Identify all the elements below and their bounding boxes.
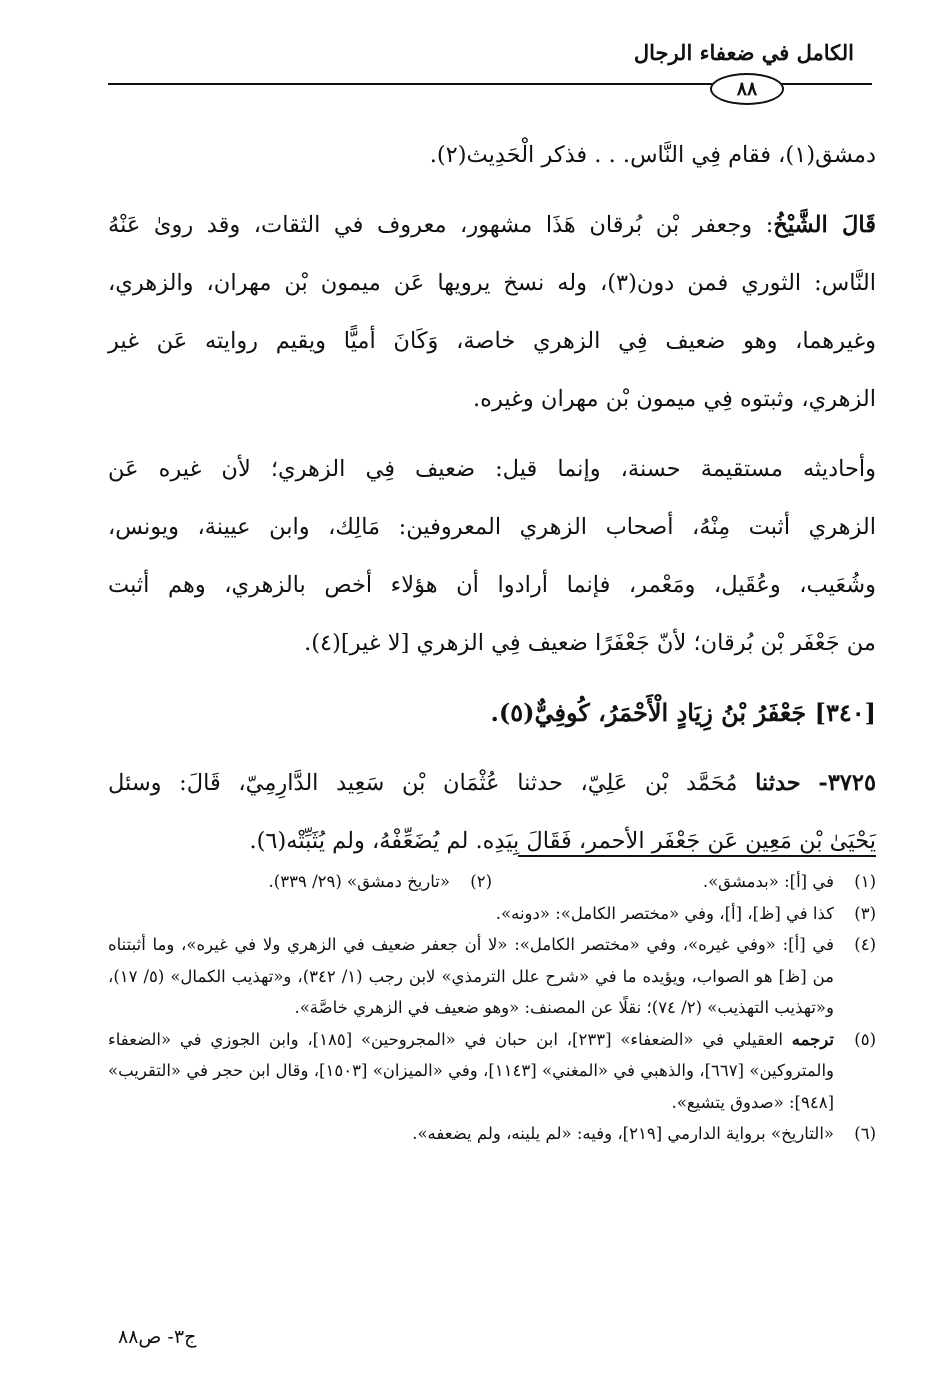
text-line [108, 196, 876, 254]
footnote-number: (٦) [854, 1124, 876, 1143]
text-segment: : وجعفر بْن بُرقان هَذَا مشهور، معروف في الثقات، وقد روىٰ عَنْهُ [108, 212, 774, 238]
narrator-heading: [٣٤٠] جَعْفَرُ بْنُ زِيَادٍ الْأَحْمَرُ، كُوفِيٌّ(٥). [490, 698, 876, 727]
footnote-number: (٤) [854, 935, 876, 954]
footnote-text: العقيلي في «الضعفاء» [٢٣٣]، ابن حبان في «المجروحين» [١٨٥]، وابن الجوزي في «الضعفاء والمتروكين» [٦٦٧]، والذهبي في «المغني» [١١٤٣]، وفي «الميزان» [١٥٠٣]، وقال ابن حجر في «التقريب» [٩٤٨]: «صدوق يتشيع». [108, 1029, 835, 1112]
footnote-number: (٣) [854, 903, 876, 923]
footnote-text: في [أ]: «بدمشق». [702, 872, 834, 891]
text-segment: مُحَمَّد بْن عَلِيّ، حدثنا عُثْمَان بْن سَعِيد الدَّارِمِيّ، قَالَ: وسئل [108, 770, 738, 796]
footnote-number: (٢) [470, 872, 492, 891]
page-number-oval: ٨٨ [710, 73, 784, 105]
footnote-text-container [108, 1024, 834, 1119]
text-line [108, 754, 876, 812]
text-line: الزهري أثبت مِنْهُ، أصحاب الزهري المعروفين: مَالِك، وابن عيينة، ويونس، [108, 514, 876, 540]
text-line: النَّاس: الثوري فمن دون(٣)، وله نسخ يرويها عَن ميمون بْن مهران، والزهري، [108, 270, 876, 296]
entry-heading [108, 684, 876, 742]
paragraph-2 [108, 196, 876, 428]
footnote-text: «تاريخ دمشق» (٢٩/ ٣٣٩). [268, 872, 450, 891]
footnote [492, 866, 876, 898]
text-line: دمشق(١)، فقام فِي النَّاس. . . فذكر الْحَدِيث(٢). [429, 142, 876, 168]
text-line: يَحْيَىٰ بْن مَعِين عَن جَعْفَر الأحمر، فَقَالَ بِيَدِه. لم يُضَعِّفْهُ، ولم يُثَبِّتْه(٦). [249, 828, 876, 854]
footnote [108, 1024, 876, 1119]
footnote-text: «التاريخ» برواية الدارمي [٢١٩]، وفيه: «لم يلينه، ولم يضعفه». [412, 1124, 834, 1143]
footnote [108, 929, 876, 1024]
paragraph-1 [108, 126, 876, 184]
footnotes [108, 866, 876, 1150]
footnote-rule [518, 855, 876, 857]
text-line: وأحاديثه مستقيمة حسنة، وإنما قيل: ضعيف فِي الزهري؛ لأن غيره عَن [108, 456, 876, 482]
paragraph-4 [108, 754, 876, 870]
footnote [108, 898, 876, 930]
footnote-text: كذا في [ظ]، [أ]، وفي «مختصر الكامل»: «دونه». [495, 903, 834, 923]
footnote-number: (٥) [854, 1029, 876, 1049]
footnote [108, 866, 492, 898]
footnote-text: في [أ]: «وفي غيره»، وفي «مختصر الكامل»: «لا أن جعفر ضعيف في الزهري ولا في غيره»، وما أثبتناه من [ظ] هو الصواب، ويؤيده ما في «شرح علل الترمذي» لابن رجب (١/ ٣٤٢)، و«تهذيب الكمال» (٥/ ١٧)، و«تهذيب التهذيب» (٢/ ٧٤)؛ نقلًا عن المصنف: «وهو ضعيف في الزهري خاصَّة». [108, 935, 835, 1017]
running-title: الكامل في ضعفاء الرجال [633, 40, 854, 65]
paragraph-3 [108, 440, 876, 672]
footnote-number: (١) [854, 872, 876, 891]
volume-page-reference: ج٣- ص٨٨ [118, 1326, 197, 1348]
footnote [108, 1118, 876, 1150]
text-line: وشُعَيب، وعُقَيل، ومَعْمر، فإنما أرادوا أن هؤلاء أخص بالزهري، وهم أثبت [108, 572, 876, 598]
haddathana-label: حدثنا [755, 770, 801, 796]
text-line: الزهري، وثبتوه فِي ميمون بْن مهران وغيره. [473, 386, 876, 412]
text-line: وغيرهما، وهو ضعيف فِي الزهري خاصة، وَكَانَ أميًّا ويقيم روايته عَن غير [108, 328, 876, 354]
footnote-pair [108, 866, 876, 898]
text-line: من جَعْفَر بْن بُرقان؛ لأنّ جَعْفَرًا ضعيف فِي الزهري [لا غير](٤). [304, 630, 876, 656]
sheikh-label: قَالَ الشَّيْخُ [773, 212, 876, 238]
report-number: ٣٧٢٥- [818, 770, 877, 796]
main-text [108, 126, 876, 870]
footnote-lead: ترجمه [791, 1029, 834, 1049]
